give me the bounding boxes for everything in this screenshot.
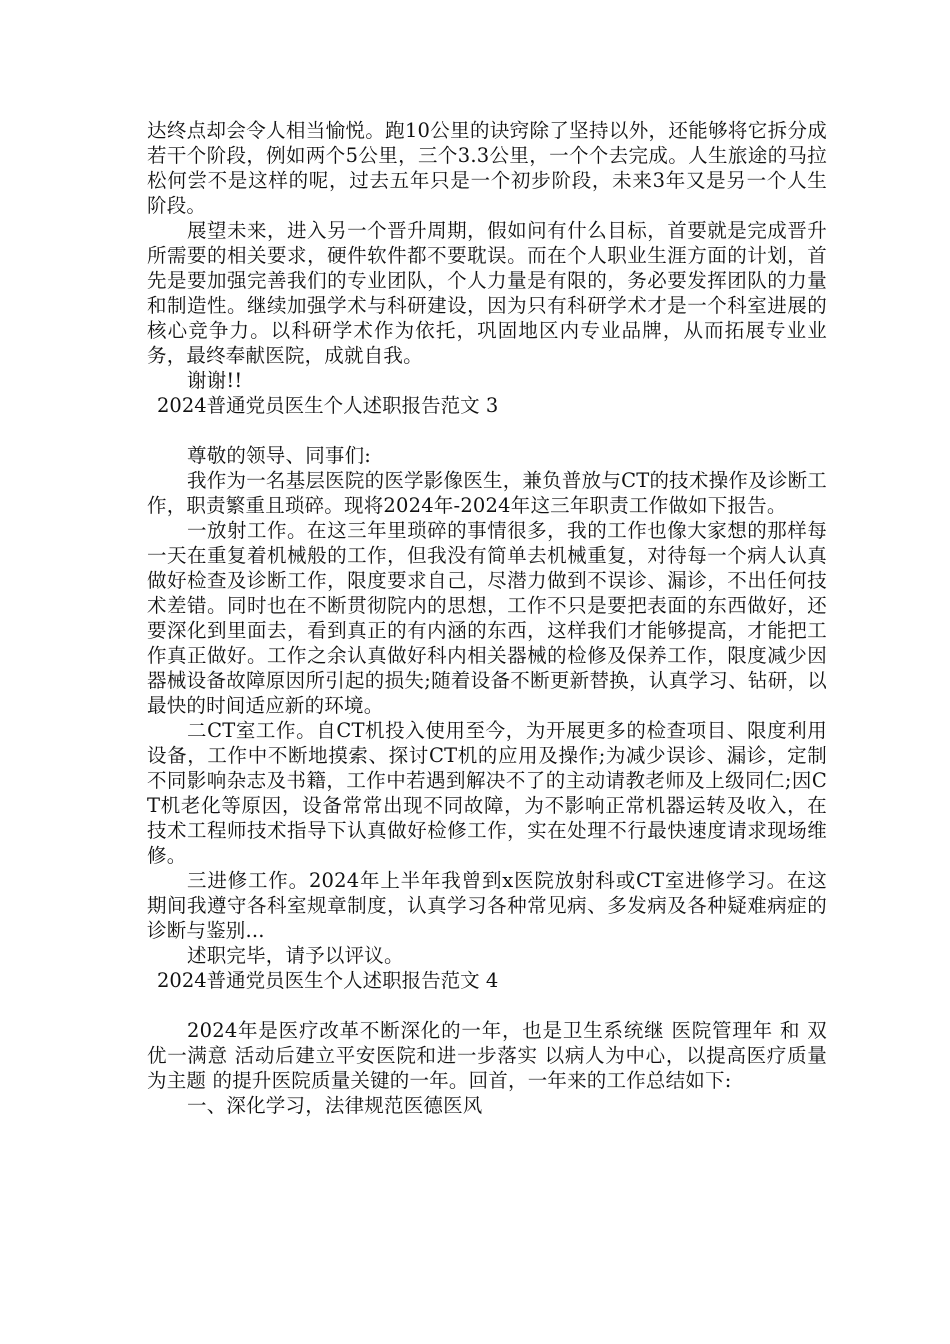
section-heading-4: 2024普通党员医生个人述职报告范文 4: [157, 969, 499, 992]
paragraph-radiology-work: 一放射工作。在这三年里琐碎的事情很多，我的工作也像大家想的那样每一天在重复着机械般的工作，但我没有简单去机械重复，对待每一个病人认真做好检查及诊断工作，限度要求自己，尽潜力做到不误诊、漏诊，不出任何技术差错。同时也在不断贯彻院内的思想，工作不只是要把表面的东西做好，还要深化到里面去，看到真正的有内涵的东西，这样我们才能够提高，才能把工作真正做好。工作之余认真做好科内相关器械的检修及保养工作，限度减少因器械设备故障原因所引起的损失;随着设备不断更新替换，认真学习、钻研，以最快的时间适应新的环境。: [147, 519, 827, 717]
paragraph-ct-work: 二CT室工作。自CT机投入使用至今，为开展更多的检查项目、限度利用设备，工作中不断地摸索、探讨CT机的应用及操作;为减少误诊、漏诊，定制不同影响杂志及书籍，工作中若遇到解决不了的主动请教老师及上级同仁;因CT机老化等原因，设备常常出现不同故障，为不影响正常机器运转及收入，在技术工程师技术指导下认真做好检修工作，实在处理不行最快速度请求现场维修。: [147, 719, 827, 867]
paragraph-salutation: 尊敬的领导、同事们:: [187, 444, 372, 467]
paragraph-marathon: 达终点却会令人相当愉悦。跑10公里的诀窍除了坚持以外，还能够将它拆分成若干个阶段，例如两个5公里，三个3.3公里，一个个去完成。人生旅途的马拉松何尝不是这样的呢，过去五年只是一个初步阶段，未来3年又是另一个人生阶段。: [147, 119, 827, 217]
document-body: [147, 118, 827, 1118]
paragraph-thanks: 谢谢!!: [187, 369, 243, 392]
blank-line: [147, 993, 827, 1018]
section-heading-3: 2024普通党员医生个人述职报告范文 3: [157, 394, 499, 417]
paragraph-year-summary: 2024年是医疗改革不断深化的一年，也是卫生系统继 医院管理年 和 双优一满意 活动后建立平安医院和进一步落实 以病人为中心，以提高医疗质量为主题 的提升医院质量关键的一年。回首，一年来的工作总结如下:: [147, 1019, 827, 1092]
paragraph-training: 三进修工作。2024年上半年我曾到x医院放射科或CT室进修学习。在这期间我遵守各科室规章制度，认真学习各种常见病、多发病及各种疑难病症的诊断与鉴别...: [147, 869, 827, 942]
paragraph-closing: 述职完毕，请予以评议。: [187, 944, 404, 967]
blank-line: [147, 418, 827, 443]
paragraph-section-one: 一、深化学习，法律规范医德医风: [187, 1094, 483, 1117]
paragraph-intro: 我作为一名基层医院的医学影像医生，兼负普放与CT的技术操作及诊断工作，职责繁重且琐碎。现将2024年-2024年这三年职责工作做如下报告。: [147, 469, 827, 517]
paragraph-outlook: 展望未来，进入另一个晋升周期，假如问有什么目标，首要就是完成晋升所需要的相关要求，硬件软件都不要耽误。而在个人职业生涯方面的计划，首先是要加强完善我们的专业团队，个人力量是有限的，务必要发挥团队的力量和制造性。继续加强学术与科研建设，因为只有科研学术才是一个科室进展的核心竞争力。以科研学术作为依托，巩固地区内专业品牌，从而拓展专业业务，最终奉献医院，成就自我。: [147, 219, 827, 367]
